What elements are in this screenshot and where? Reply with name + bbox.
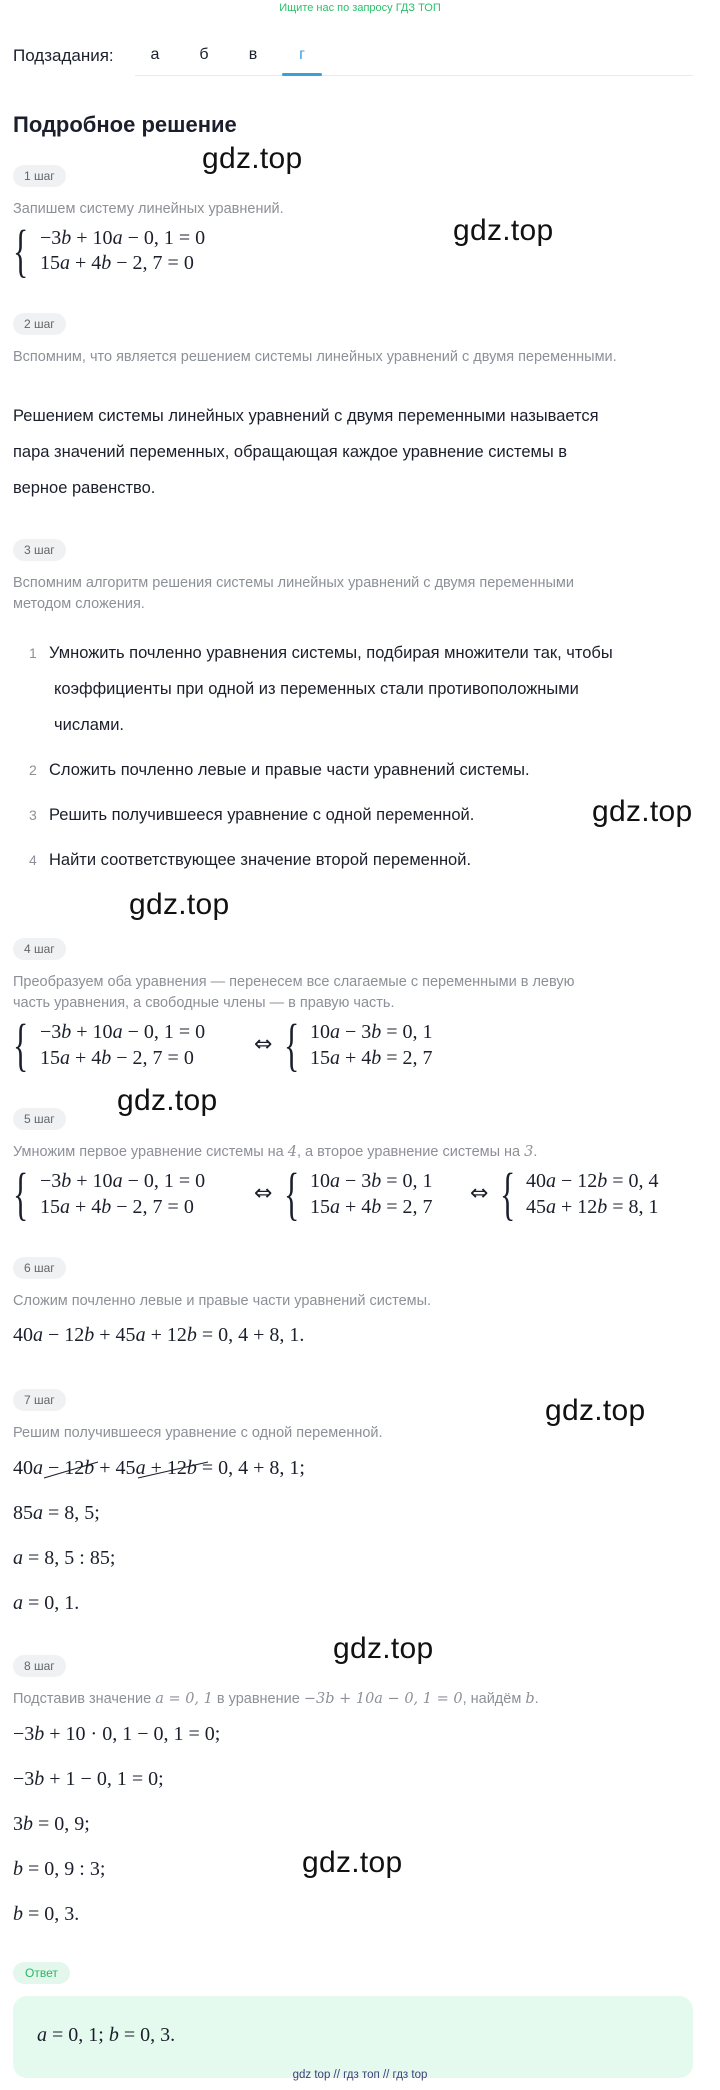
tab-g[interactable]: г [299,46,305,63]
step-note: Вспомним алгоритм решения системы линейных уравнений с двумя переменными [13,575,574,591]
step-badge: 3 шаг [13,539,66,561]
equation: 3b = 0, 9; [13,1813,90,1835]
step-badge: 7 шаг [13,1389,66,1411]
equation: −3b + 10a − 0, 1 = 0 [40,1021,206,1043]
equation: 15a + 4b − 2, 7 = 0 [40,1196,194,1218]
equivalence-icon: ⇔ [470,1181,489,1206]
list-item: числами. [54,716,125,734]
watermark: gdz.top [453,214,554,247]
step-badge: 2 шаг [13,313,66,335]
step-note: Умножим первое уравнение системы на 4, а второе уравнение системы на 3. [13,1144,538,1160]
equation: 15a + 4b − 2, 7 = 0 [40,1047,194,1069]
equation: 15a + 4b = 2, 7 [310,1047,433,1069]
equation: a = 8, 5 : 85; [13,1547,116,1569]
equation: 40a − 12b + 45a + 12b = 0, 4 + 8, 1. [13,1324,305,1346]
system-brace: { [13,1161,29,1226]
tab-a[interactable]: а [150,46,160,63]
step-note: Подставив значение a = 0, 1 в уравнение −3b + 10a − 0, 1 = 0, найдём b. [13,1691,539,1707]
system-brace: { [13,218,29,283]
equation: 10a − 3b = 0, 1 [310,1170,433,1192]
list-item: Решить получившееся уравнение с одной переменной. [49,806,475,824]
system-brace: { [500,1161,516,1226]
step-note: Вспомним, что является решением системы линейных уравнений с двумя переменными. [13,349,617,365]
active-tab-indicator [282,73,322,76]
equation: −3b + 10a − 0, 1 = 0 [40,227,206,249]
definition-line: верное равенство. [13,479,156,497]
page-title: Подробное решение [13,112,237,137]
step-note: Решим получившееся уравнение с одной переменной. [13,1425,383,1441]
system-brace: { [13,1012,29,1077]
list-number: 1 [29,645,37,661]
top-banner[interactable]: Ищите нас по запросу ГДЗ ТОП [279,2,441,14]
equation: 10a − 3b = 0, 1 [310,1021,433,1043]
definition-line: пара значений переменных, обращающая каждое уравнение системы в [13,443,568,461]
step-badge: 5 шаг [13,1108,66,1130]
equation: −3b + 10a − 0, 1 = 0 [40,1170,206,1192]
step-note: Сложим почленно левые и правые части уравнений системы. [13,1293,432,1309]
subtasks-tabs [135,40,693,76]
equation: −3b + 10 · 0, 1 − 0, 1 = 0; [13,1723,221,1745]
equation: 40a − 12b = 0, 4 [526,1170,659,1192]
answer-badge: Ответ [13,1962,70,1984]
watermark: gdz.top [545,1394,646,1427]
equation: b = 0, 9 : 3; [13,1858,106,1880]
equation: 15a + 4b − 2, 7 = 0 [40,252,194,274]
equation: 85a = 8, 5; [13,1502,100,1524]
list-number: 2 [29,762,37,778]
list-number: 4 [29,852,37,868]
list-number: 3 [29,807,37,823]
list-item: Сложить почленно левые и правые части уравнений системы. [49,761,530,779]
equation: 15a + 4b = 2, 7 [310,1196,433,1218]
definition-line: Решением системы линейных уравнений с двумя переменными называется [13,407,599,425]
list-item: Умножить почленно уравнения системы, подбирая множители так, чтобы [49,644,613,662]
watermark: gdz.top [129,888,230,921]
tab-v[interactable]: в [248,46,258,63]
equation: a = 0, 1. [13,1592,80,1614]
watermark: gdz.top [333,1632,434,1665]
equation: −3b + 1 − 0, 1 = 0; [13,1768,164,1790]
step-badge: 1 шаг [13,165,66,187]
equation: 40a − 12b + 45a + 12b = 0, 4 + 8, 1; [13,1457,305,1479]
subtasks-label: Подзадания: [13,46,114,65]
equation: b = 0, 3. [13,1903,80,1925]
step-badge: 4 шаг [13,938,66,960]
equivalence-icon: ⇔ [254,1032,273,1057]
step-note: Запишем систему линейных уравнений. [13,201,284,217]
answer-value: a = 0, 1; b = 0, 3. [37,2024,176,2046]
step-badge: 6 шаг [13,1257,66,1279]
watermark: gdz.top [202,142,303,175]
equivalence-icon: ⇔ [254,1181,273,1206]
equation: 45a + 12b = 8, 1 [526,1196,659,1218]
step-note: Преобразуем оба уравнения — перенесем все слагаемые с переменными в левую [13,974,575,990]
watermark: gdz.top [117,1084,218,1117]
list-item: Найти соответствующее значение второй переменной. [49,851,472,869]
list-item: коэффициенты при одной из переменных стали противоположными [54,680,579,698]
strikethrough-marks [40,1456,210,1486]
system-brace: { [284,1161,300,1226]
footer-links[interactable]: gdz top // гдз топ // гдз top [292,2069,428,2081]
system-brace: { [284,1012,300,1077]
watermark: gdz.top [302,1846,403,1879]
step-note: часть уравнения, а свободные члены — в правую часть. [13,995,395,1011]
tab-b[interactable]: б [199,46,209,63]
step-note: методом сложения. [13,596,145,612]
step-badge: 8 шаг [13,1655,66,1677]
watermark: gdz.top [592,795,693,828]
